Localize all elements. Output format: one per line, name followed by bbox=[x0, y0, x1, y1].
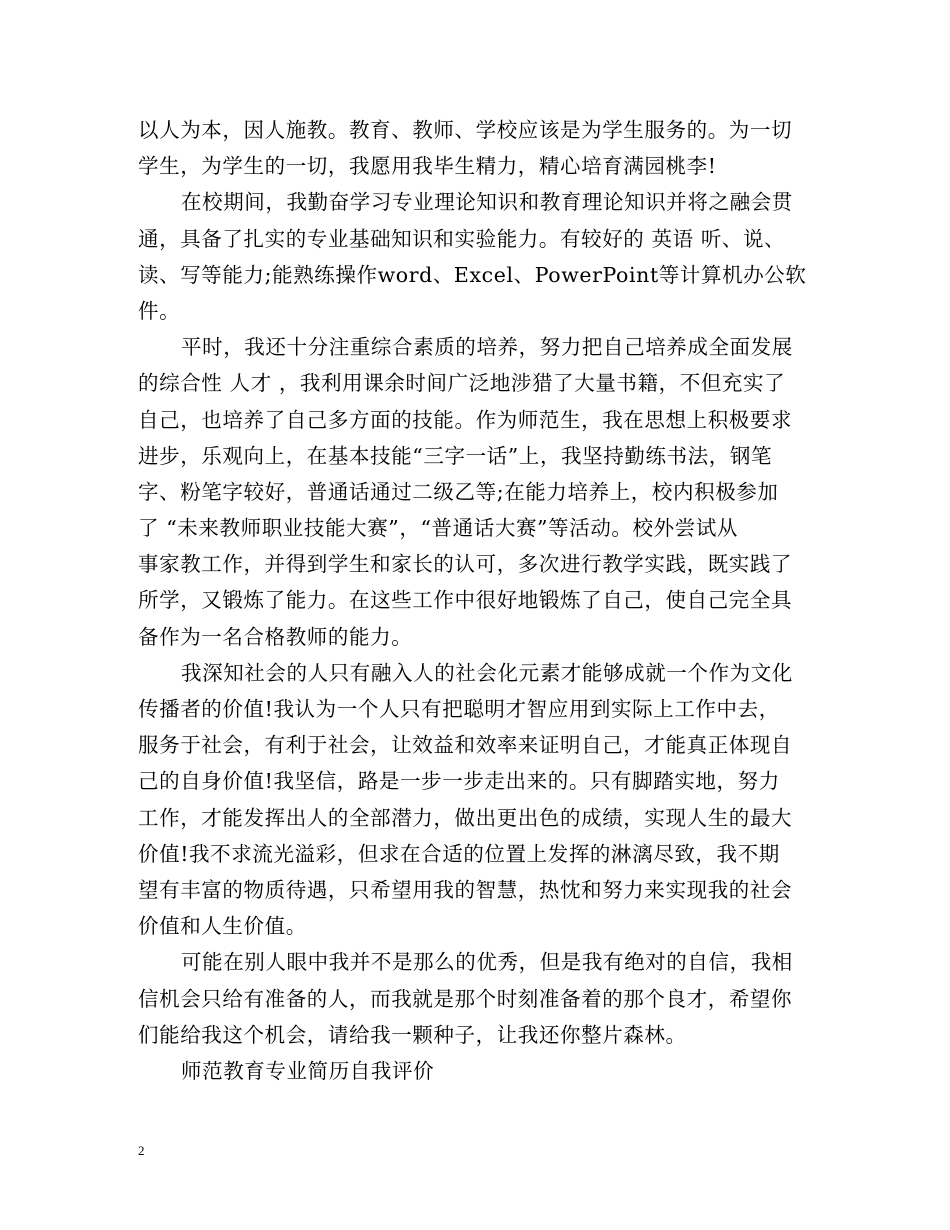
text-line: 平时，我还十分注重综合素质的培养，努力把自己培养成全面发展 bbox=[181, 335, 793, 360]
text-line: 事家教工作，并得到学生和家长的认可，多次进行教学实践，既实践了 bbox=[138, 552, 793, 577]
text-line: 望有丰富的物质待遇，只希望用我的智慧，热忱和努力来实现我的社会 bbox=[138, 877, 793, 902]
text-line: 在校期间，我勤奋学习专业理论知识和教育理论知识并将之融会贯 bbox=[181, 190, 793, 215]
text-line: 件。 bbox=[138, 298, 181, 323]
text-line: 己的自身价值!我坚信，路是一步一步走出来的。只有脚踏实地，努力 bbox=[138, 769, 780, 794]
paragraph-overall-quality bbox=[138, 329, 828, 655]
text-line: 备作为一名合格教师的能力。 bbox=[138, 624, 413, 649]
text-line: 价值!我不求流光溢彩，但求在合适的位置上发挥的淋漓尽致，我不期 bbox=[138, 841, 780, 866]
text-line: 自己，也培养了自己多方面的技能。作为师范生，我在思想上积极要求 bbox=[138, 407, 793, 432]
text-line: 了 “未来教师职业技能大赛”，“普通话大赛”等活动。校外尝试从 bbox=[138, 516, 739, 541]
text-line: 学生，为学生的一切，我愿用我毕生精力，精心培育满园桃李! bbox=[138, 154, 717, 179]
text-line: 可能在别人眼中我并不是那么的优秀，但是我有绝对的自信，我相 bbox=[181, 950, 793, 975]
paragraph-confidence bbox=[138, 944, 828, 1053]
section-heading bbox=[138, 1053, 828, 1089]
page-number: 2 bbox=[138, 1143, 145, 1158]
text-line: 的综合性 人才 ，我利用课余时间广泛地涉猎了大量书籍，不但充实了 bbox=[138, 371, 786, 396]
text-line: 价值和人生价值。 bbox=[138, 914, 307, 939]
text-line: 工作，才能发挥出人的全部潜力，做出更出色的成绩，实现人生的最大 bbox=[138, 805, 793, 830]
text-line: 以人为本，因人施教。教育、教师、学校应该是为学生服务的。为一切 bbox=[138, 118, 793, 142]
paragraph-school-study bbox=[138, 184, 828, 329]
text-line: 们能给我这个机会，请给我一颗种子，让我还你整片森林。 bbox=[138, 1022, 687, 1047]
text-line: 服务于社会，有利于社会，让效益和效率来证明自己，才能真正体现自 bbox=[138, 733, 793, 758]
text-line: 字、粉笔字较好，普通话通过二级乙等;在能力培养上，校内积极参加 bbox=[138, 479, 779, 504]
document-body bbox=[138, 112, 828, 1089]
text-line: 我深知社会的人只有融入人的社会化元素才能够成就一个作为文化 bbox=[181, 660, 793, 685]
text-line: 所学，又锻炼了能力。在这些工作中很好地锻炼了自己，使自己完全具 bbox=[138, 588, 793, 613]
text-line: 信机会只给有准备的人，而我就是那个时刻准备着的那个良才，希望你 bbox=[138, 986, 793, 1011]
heading-line: 师范教育专业简历自我评价 bbox=[181, 1058, 435, 1083]
paragraph-social-value bbox=[138, 655, 828, 945]
text-line: 通，具备了扎实的专业基础知识和实验能力。有较好的 英语 听、说、 bbox=[138, 226, 786, 251]
text-line: 进步，乐观向上，在基本技能“三字一话”上，我坚持勤练书法，钢笔 bbox=[138, 443, 773, 468]
text-line: 传播者的价值!我认为一个人只有把聪明才智应用到实际上工作中去， bbox=[138, 697, 780, 721]
text-line: 读、写等能力;能熟练操作word、Excel、PowerPoint等计算机办公软 bbox=[138, 262, 807, 287]
paragraph-intro bbox=[138, 112, 828, 184]
